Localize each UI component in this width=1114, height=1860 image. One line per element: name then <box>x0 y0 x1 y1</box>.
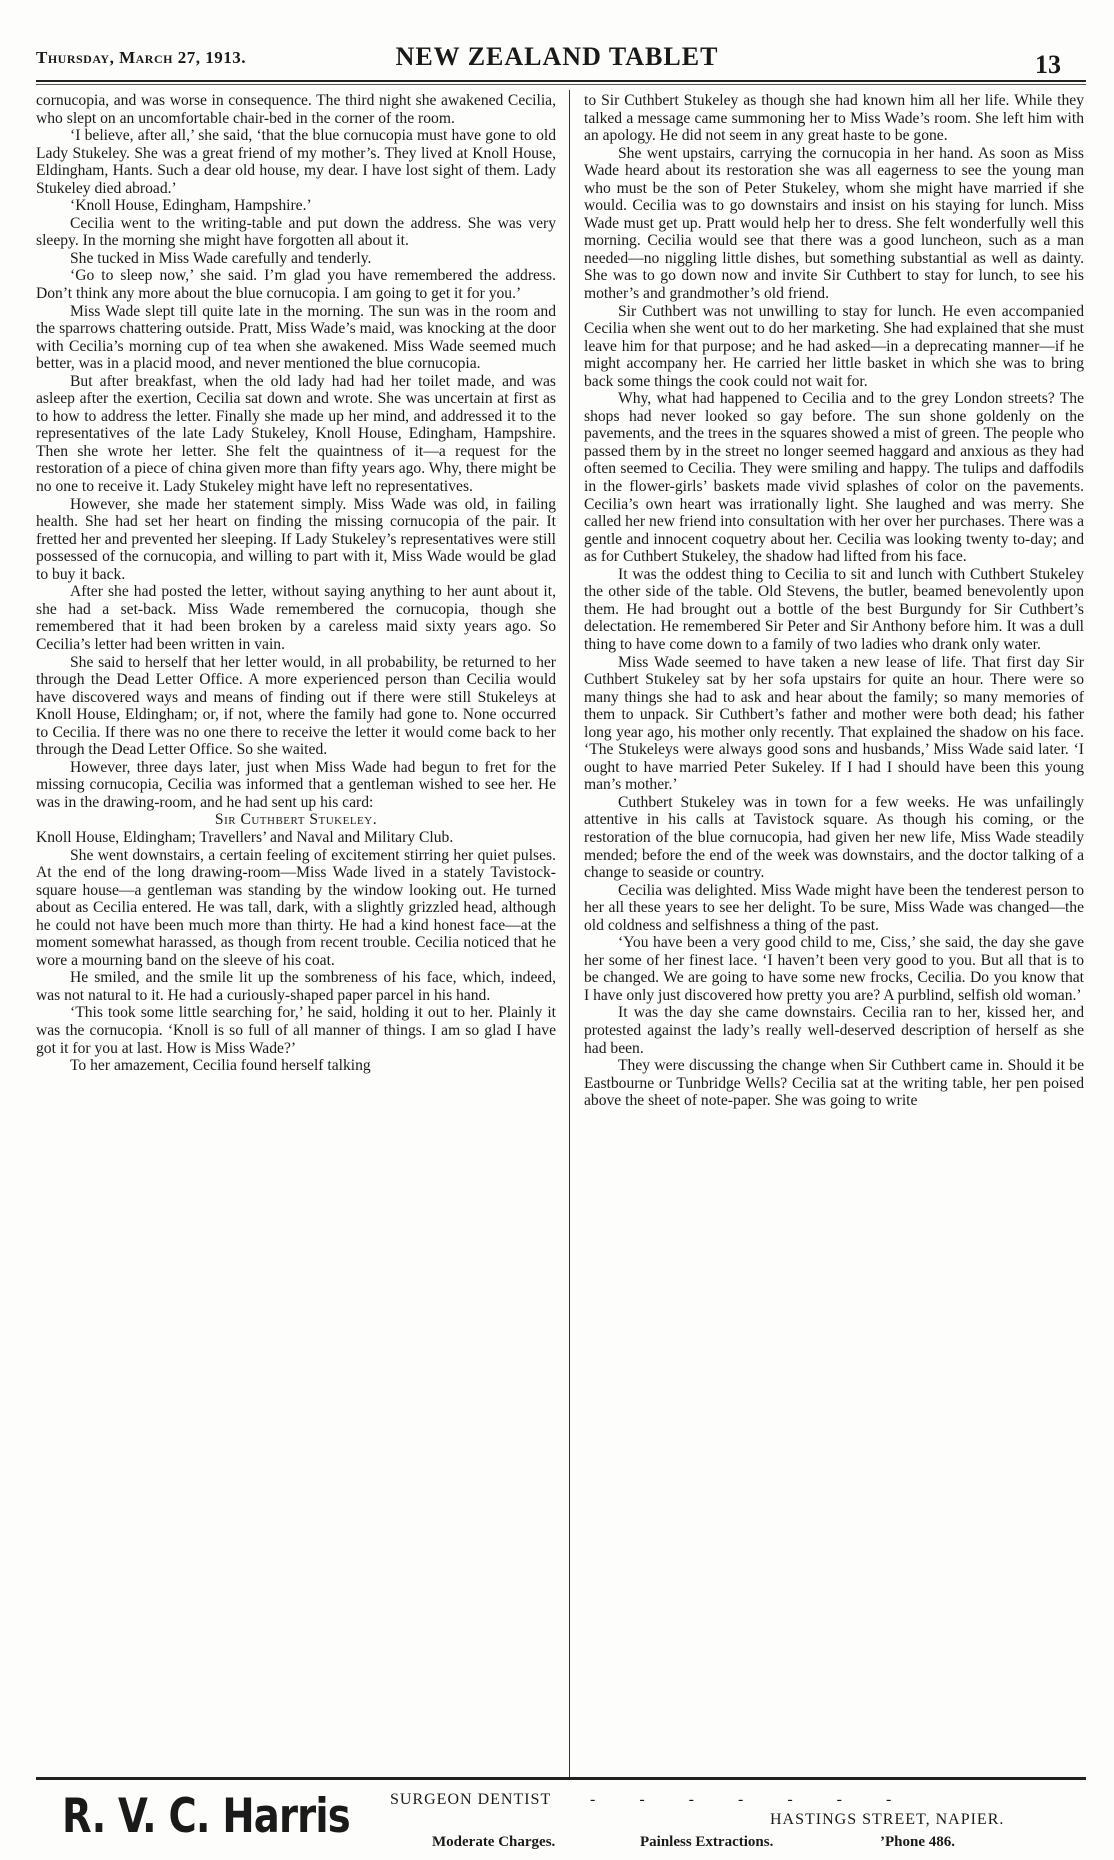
advertisement-leader-dashes: - - - - - - - <box>590 1791 912 1808</box>
advertiser-profession: SURGEON DENTIST <box>390 1791 552 1808</box>
article-paragraph: It was the oddest thing to Cecilia to sit and lunch with Cuthbert Stukeley the other side of the table. Old Stevens, the butler, beamed benevolently upon them. He had brought out a bottle of the best Burgundy for Sir Cuthbert’s delectation. He remembered Sir Peter and Sir Anthony before him. It was a dull thing to have come down to a family of two ladies who drank only water. <box>584 565 1084 653</box>
article-paragraph: She went downstairs, a certain feeling of excitement stirring her quiet pulses. At the end of the long drawing-room—Miss Wade lived in a stately Tavistock-square house—a gentleman was standing by the window looking out. He turned about as Cecilia entered. He was tall, dark, with a slightly grizzled head, although he could not have been much more than thirty. He had a kind honest face—at the moment somewhat harassed, as though from recent trouble. Cecilia noticed that he wore a mourning band on the sleeve of his coat. <box>36 846 556 969</box>
article-paragraph: cornucopia, and was worse in consequence. The third night she awakened Cecilia, who slept on an uncomfortable chair-bed in the corner of the room. <box>36 92 556 127</box>
advertisement-rule <box>36 1777 1086 1780</box>
article-paragraph: However, she made her statement simply. Miss Wade was old, in failing health. She had set her heart on finding the missing cornucopia of the pair. It fretted her and prevented her sleeping. If Lady Stukeley’s representatives were still possessed of the cornucopia, and willing to part with it, Miss Wade would be glad to buy it back. <box>36 495 556 583</box>
advertiser-address: HASTINGS STREET, NAPIER. <box>770 1811 1005 1828</box>
column-divider <box>569 90 570 1780</box>
article-paragraph: ‘I believe, after all,’ she said, ‘that the blue cornucopia must have gone to old Lady Stukeley. She was a great friend of my mother’s. They lived at Knoll House, Eldingham, Hants. Such a dear old house, my dear. I have lost sight of them. Lady Stukeley died abroad.’ <box>36 127 556 197</box>
article-paragraph: She went upstairs, carrying the cornucopia in her hand. As soon as Miss Wade heard about its restoration she was all eagerness to see the young man who must be the son of Peter Stukeley, whom she might have married if she would. Cecilia was to go downstairs and insist on his staying for lunch. Miss Wade must get up. Pratt would help her to dress. She felt wonderfully well this morning. Cecilia would see that there was a good luncheon, such as a man needed—no niggling little dishes, but something substantial as well as dainty. She was to go down now and invite Sir Cuthbert to stay for lunch, to see his mother’s and grandmother’s old friend. <box>584 144 1084 303</box>
article-paragraph: ‘Knoll House, Edingham, Hampshire.’ <box>70 197 312 215</box>
right-column <box>584 92 1084 1772</box>
advertiser-extractions: Painless Extractions. <box>640 1834 774 1850</box>
article-paragraph: But after breakfast, when the old lady had had her toilet made, and was asleep after the exertion, Cecilia sat down and wrote. She was uncertain at first as to how to address the letter. Finally she made up her mind, and addressed it to the representatives of the late Lady Stukeley, Knoll House, Edingham, Hampshire. Then she wrote her letter. She felt the quaintness of it—a request for the restoration of a piece of china given more than fifty years ago. Why, there might be no one to receive it. Lady Stukeley might have left no representatives. <box>36 372 556 496</box>
article-paragraph: Cecilia went to the writing-table and put down the address. She was very sleepy. In the morning she might have forgotten all about it. <box>36 214 556 250</box>
article-paragraph: ‘This took some little searching for,’ he said, holding it out to her. Plainly it was the cornucopia. ‘Knoll is so full of all manner of things. I am so glad I have got it for you at last. How is Miss Wade?’ <box>36 1004 556 1057</box>
article-paragraph: She said to herself that her letter would, in all probability, be returned to her through the Dead Letter Office. A more experienced person than Cecilia would have discovered ways and means of finding out if there were still Stukeleys at Knoll House, Eldingham; or, if not, where the family had gone to. None occurred to Cecilia. If there was no one there to receive the letter it would come back to her through the Dead Letter Office. So she waited. <box>36 653 556 759</box>
masthead-title: NEW ZEALAND TABLET <box>395 42 719 71</box>
article-paragraph: They were discussing the change when Sir Cuthbert came in. Should it be Eastbourne or Tunbridge Wells? Cecilia sat at the writing table, her pen poised above the sheet of note-paper. She was going to write <box>584 1057 1084 1110</box>
article-paragraph: Sir Cuthbert was not unwilling to stay for lunch. He even accompanied Cecilia when she went out to do her marketing. She had explained that she must leave him for that purpose; and he had asked—in a deprecating manner—if he might accompany her. He carried her little basket in which she was to bring back some things the cook could not wait for. <box>584 302 1084 390</box>
article-paragraph: Sir Cuthbert Stukeley. <box>214 811 378 829</box>
issue-date: Thursday, March 27, 1913. <box>36 48 246 67</box>
article-paragraph: Miss Wade seemed to have taken a new lease of life. That first day Sir Cuthbert Stukeley sat by her sofa upstairs for quite an hour. There were so many things she had to ask and hear about the family; so many memories of them to unpack. Sir Cuthbert’s father and mother were both dead; his father long year ago, his mother only recently. That explained the shadow on his face. ‘The Stukeleys were always good sons and husbands,’ Miss Wade said later. ‘I ought to have married Peter Sukeley. If I had I should have been this young man’s mother.’ <box>584 653 1084 794</box>
article-paragraph: Cecilia was delighted. Miss Wade might have been the tenderest person to her all these years to see her delight. To be sure, Miss Wade was changed—the old coldness and selfishness a thing of the past. <box>584 881 1084 934</box>
article-paragraph: He smiled, and the smile lit up the sombreness of his face, which, indeed, was not natural to it. He had a curiously-shaped paper parcel in his hand. <box>36 969 556 1004</box>
header-rule-thin <box>36 84 1086 85</box>
article-paragraph: Knoll House, Eldingham; Travellers’ and Naval and Military Club. <box>36 828 454 846</box>
article-paragraph: Why, what had happened to Cecilia and to the grey London streets? The shops had never looked so gay before. The sun shone goldenly on the pavements, and the trees in the squares showed a mist of green. The people who passed them by in the street no longer seemed haggard and anxious as they had often seemed to Cecilia. They were smiling and happy. The tulips and daffodils in the flower-girls’ baskets made vivid splashes of color on the pavements. Cecilia’s own heart was irrationally light. She laughed and was merry. She called her new friend into consultation with her over her purchases. There was a gentle and innocent coquetry about her. Cecilia was looking twenty to-day; and as for Cuthbert Stukeley, the shadow had lifted from his face. <box>584 390 1084 566</box>
advertiser-name: R. V. C. Harris <box>62 1789 350 1844</box>
article-paragraph: ‘Go to sleep now,’ she said. I’m glad you have remembered the address. Don’t think any more about the blue cornucopia. I am going to get it for you.’ <box>36 267 556 303</box>
article-paragraph: However, three days later, just when Miss Wade had begun to fret for the missing cornucopia, Cecilia was informed that a gentleman wished to see her. He was in the drawing-room, and he had sent up his card: <box>36 758 556 811</box>
article-paragraph: Miss Wade slept till quite late in the morning. The sun was in the room and the sparrows chattering outside. Pratt, Miss Wade’s maid, was knocking at the door with Cecilia’s morning cup of tea when she awakened. Miss Wade seemed much better, was in a placid mood, and never mentioned the blue cornucopia. <box>36 302 556 373</box>
page-number: 13 <box>1035 50 1061 79</box>
article-paragraph: ‘You have been a very good child to me, Ciss,’ she said, the day she gave her some of her finest lace. ‘I haven’t been very good to you. But all that is to be changed. We are going to have some new frocks, Cecilia. Do you know that I have only just discovered how pretty you are? A purblind, selfish old woman.’ <box>584 934 1084 1004</box>
advertiser-phone: ’Phone 486. <box>880 1834 955 1850</box>
article-paragraph: It was the day she came downstairs. Cecilia ran to her, kissed her, and protested against the lady’s really well-deserved description of herself as she had been. <box>584 1004 1084 1057</box>
article-paragraph: To her amazement, Cecilia found herself talking <box>70 1057 371 1075</box>
advertiser-charges: Moderate Charges. <box>432 1834 556 1850</box>
left-column <box>36 92 556 1772</box>
article-paragraph: After she had posted the letter, without saying anything to her aunt about it, she had a set-back. Miss Wade remembered the cornucopia, though she remembered that it had been broken by a careless maid sixty years ago. So Cecilia’s letter had been written in vain. <box>36 583 556 653</box>
header-rule <box>36 80 1086 82</box>
article-paragraph: Cuthbert Stukeley was in town for a few weeks. He was unfailingly attentive in his calls at Tavistock square. As though his coming, or the restoration of the blue cornucopia, had given her new life, Miss Wade steadily mended; before the end of the week was downstairs, and the doctor talking of a change to seaside or country. <box>584 793 1084 882</box>
article-paragraph: She tucked in Miss Wade carefully and tenderly. <box>70 249 372 267</box>
article-paragraph: to Sir Cuthbert Stukeley as though she had known him all her life. While they talked a message came summoning her to Miss Wade’s room. She left him with an apology. He did not seem in any great haste to be gone. <box>584 92 1084 145</box>
